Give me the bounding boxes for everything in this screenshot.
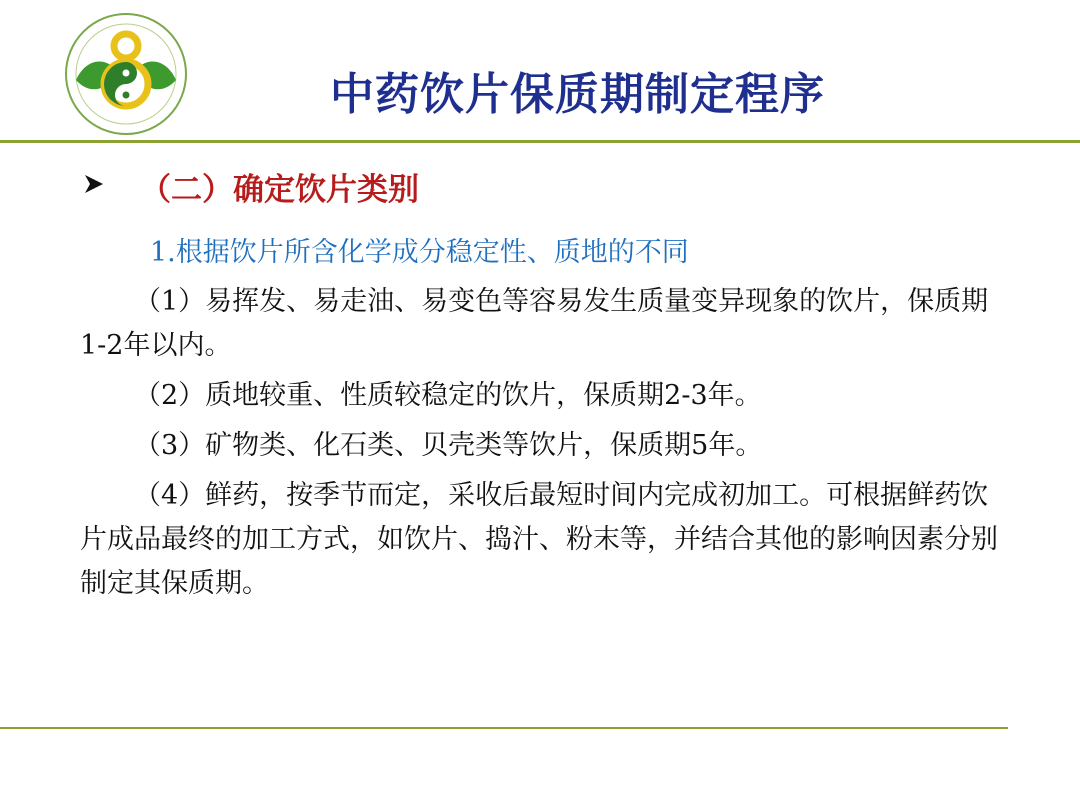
emblem-icon bbox=[62, 10, 190, 138]
header-divider bbox=[0, 140, 1080, 143]
paragraph-2: （2）质地较重、性质较稳定的饮片，保质期2-3年。 bbox=[134, 380, 762, 411]
arrow-bullet-icon bbox=[82, 172, 106, 196]
section-heading: （二）确定饮片类别 bbox=[140, 172, 419, 208]
paragraph-4: （4）鲜药，按季节而定，采收后最短时间内完成初加工。可根据鲜药饮片成品最终的加工方式，如饮片、捣汁、粉末等，并结合其他的影响因素分别制定其保质期。 bbox=[80, 480, 998, 599]
paragraph-1: （1）易挥发、易走油、易变色等容易发生质量变异现象的饮片，保质期1-2年以内。 bbox=[80, 286, 989, 361]
section-subheading: 1.根据饮片所含化学成分稳定性、质地的不同 bbox=[150, 237, 689, 268]
content-body bbox=[80, 280, 1000, 612]
page-title: 中药饮片保质期制定程序 bbox=[330, 69, 825, 120]
institute-logo bbox=[62, 10, 190, 138]
footer-divider bbox=[0, 727, 1008, 729]
paragraph-3: （3）矿物类、化石类、贝壳类等饮片，保质期5年。 bbox=[134, 430, 763, 461]
